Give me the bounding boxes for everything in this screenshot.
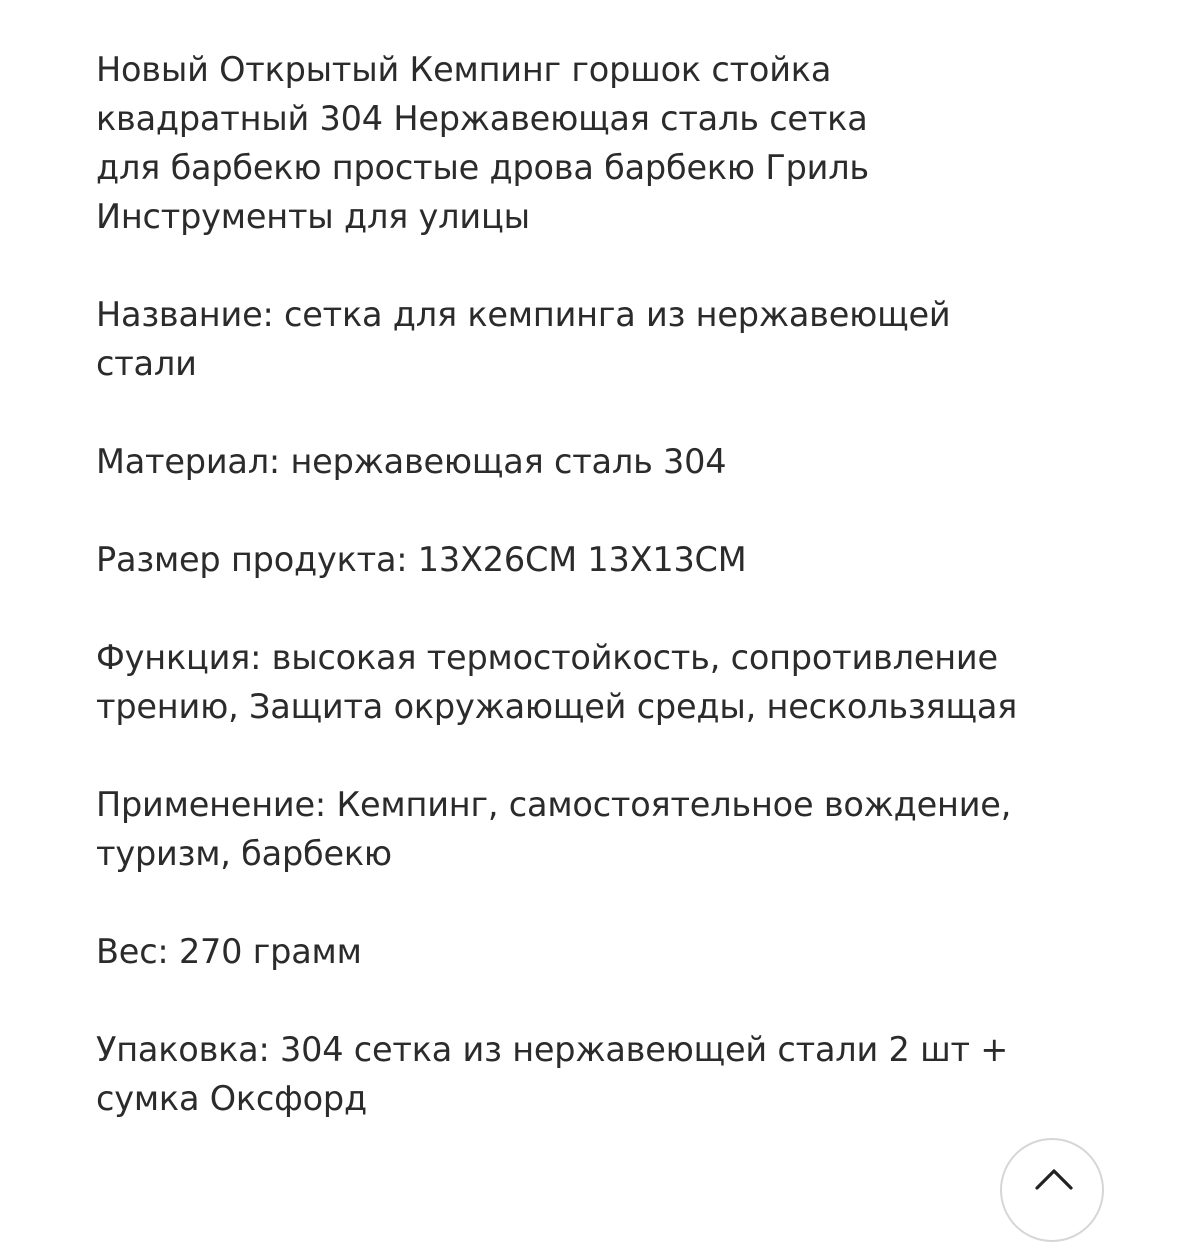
product-title: Новый Открытый Кемпинг горшок стойка квадратный 304 Нержавеющая сталь сетка для барбекю простые дрова барбекю Гриль Инструменты для улицы [96,50,869,236]
spec-material: Материал: нержавеющая сталь 304 [96,442,727,481]
spec-size: Размер продукта: 13X26CM 13X13CM [96,540,747,579]
spec-usage: Применение: Кемпинг, самостоятельное вождение, туризм, барбекю [96,785,1012,873]
spec-package: Упаковка: 304 сетка из нержавеющей стали 2 шт + сумка Оксфорд [96,1030,1009,1118]
scroll-to-top-button[interactable] [1000,1138,1104,1242]
chevron-up-icon [1034,1167,1074,1191]
spec-name: Название: сетка для кемпинга из нержавеющей стали [96,295,951,383]
product-description [96,45,1156,1172]
spec-function: Функция: высокая термостойкость, сопротивление трению, Защита окружающей среды, нескользящая [96,638,1018,726]
spec-weight: Вес: 270 грамм [96,932,362,971]
